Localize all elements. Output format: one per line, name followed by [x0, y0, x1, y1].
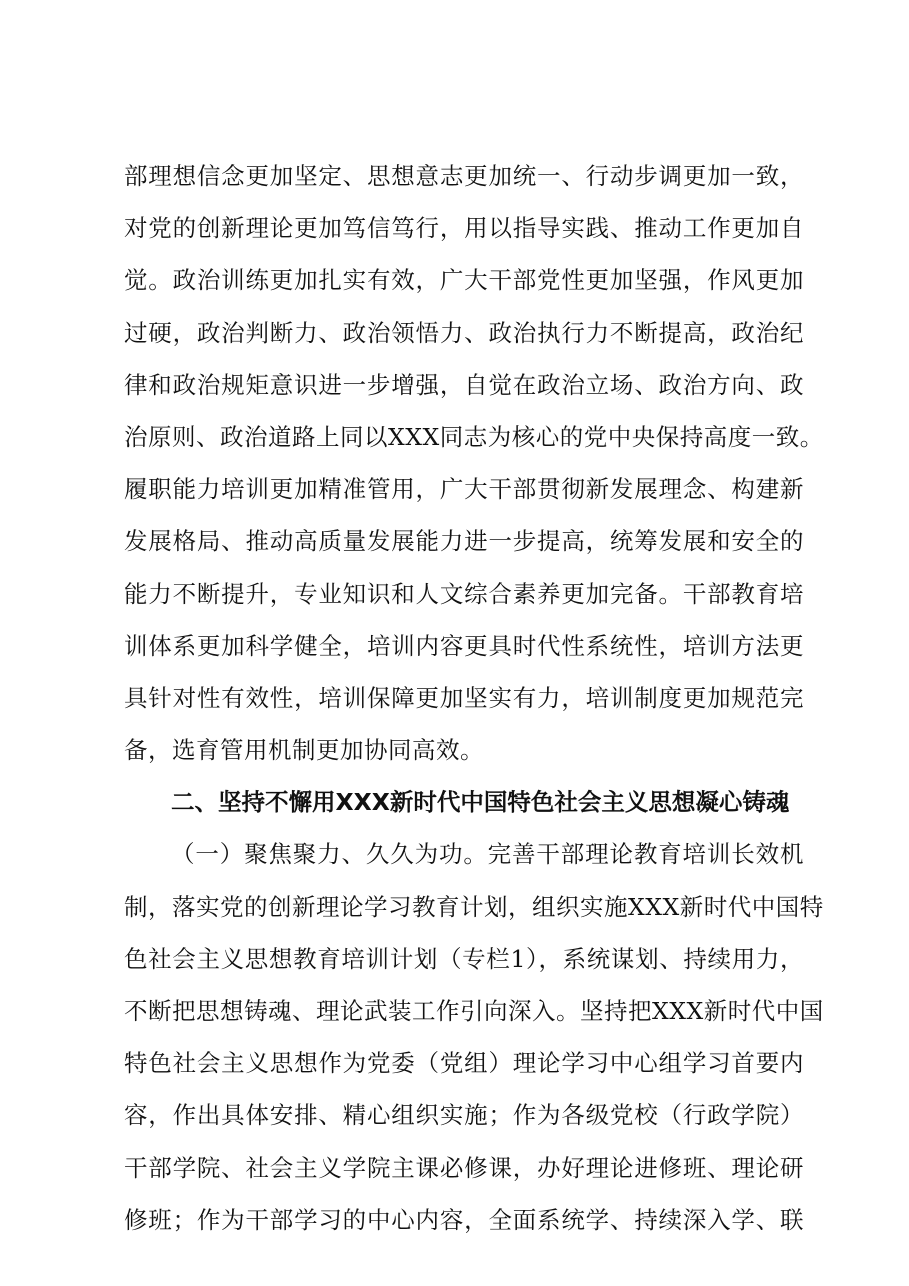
text-line: 对党的创新理论更加笃信笃行，用以指导实践、推动工作更加自 [124, 214, 804, 243]
text-line: 过硬，政治判断力、政治领悟力、政治执行力不断提高，政治纪 [124, 318, 804, 347]
text-line: 不断把思想铸魂、理论武装工作引向深入。坚持把XXX新时代中国 [124, 997, 824, 1025]
text-line: 色社会主义思想教育培训计划（专栏1），系统谋划、持续用力， [124, 944, 804, 973]
text-line: 制，落实党的创新理论学习教育计划，组织实施XXX新时代中国特 [124, 892, 824, 921]
document-body [124, 150, 824, 1246]
text-line: 修班；作为干部学习的中心内容，全面系统学、持续深入学、联 [124, 1205, 804, 1234]
text-line: 能力不断提升，专业知识和人文综合素养更加完备。干部教育培 [124, 579, 804, 608]
text-line: 具针对性有效性，培训保障更加坚实有力，培训制度更加规范完 [124, 683, 804, 712]
text-line: 律和政治规矩意识进一步增强，自觉在政治立场、政治方向、政 [124, 370, 804, 399]
text-line: 训体系更加科学健全，培训内容更具时代性系统性，培训方法更 [124, 631, 804, 660]
text-line: 履职能力培训更加精准管用，广大干部贯彻新发展理念、构建新 [124, 475, 804, 504]
text-line: 觉。政治训练更加扎实有效，广大干部党性更加坚强，作风更加 [124, 266, 804, 295]
text-line: 容，作出具体安排、精心组织实施；作为各级党校（行政学院） [124, 1101, 804, 1130]
text-line: 干部学院、社会主义学院主课必修课，办好理论进修班、理论研 [124, 1153, 804, 1182]
text-line: 治原则、政治道路上同以XXX同志为核心的党中央保持高度一致。 [124, 422, 824, 451]
text-line: 部理想信念更加坚定、思想意志更加统一、行动步调更加一致， [124, 162, 804, 190]
paragraph-goals [124, 150, 824, 776]
section-heading: 二、坚持不懈用XXX新时代中国特色社会主义思想凝心铸魂 [171, 788, 790, 817]
text-line: 发展格局、推动高质量发展能力进一步提高，统筹发展和安全的 [124, 527, 804, 556]
paragraph-section-1 [124, 828, 824, 1246]
text-line: 备，选育管用机制更加协同高效。 [124, 736, 484, 765]
text-line: 特色社会主义思想作为党委（党组）理论学习中心组学习首要内 [124, 1049, 804, 1078]
text-line: （一）聚焦聚力、久久为功。完善干部理论教育培训长效机 [171, 840, 804, 869]
